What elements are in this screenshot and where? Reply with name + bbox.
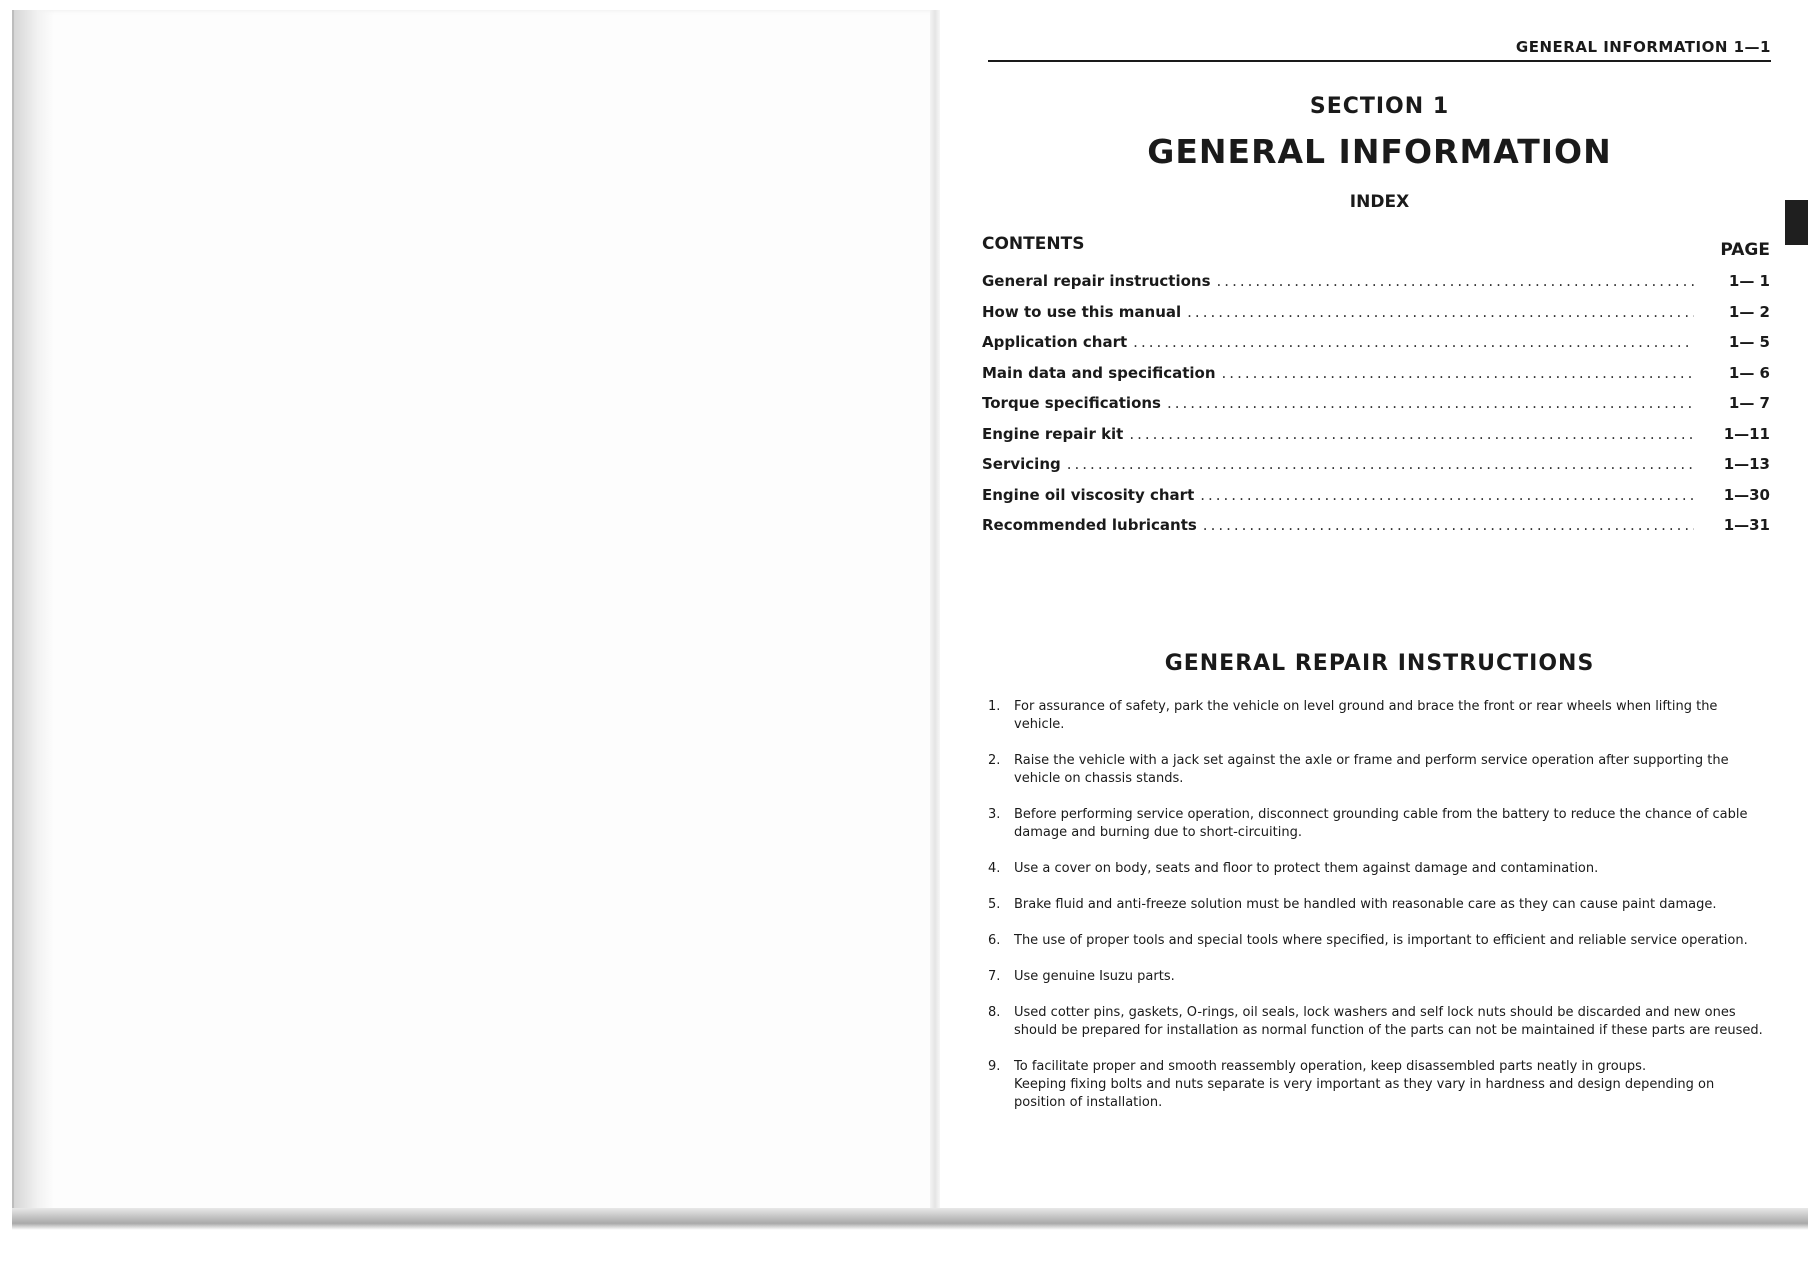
right-page: [940, 10, 1808, 1210]
instruction-item: [988, 752, 1768, 788]
instruction-text: [1014, 860, 1768, 878]
instruction-item: [988, 860, 1768, 878]
instruction-number: 2.: [988, 753, 1001, 768]
dot-leader: [1187, 303, 1694, 321]
section-label: SECTION 1: [1309, 94, 1450, 119]
section-title: GENERAL INFORMATION: [1147, 132, 1612, 171]
dot-leader: [1129, 425, 1694, 443]
toc-entry-page: 1—13: [1723, 455, 1770, 473]
toc-entry-title: Application chart: [982, 333, 1128, 351]
instruction-item: [988, 1058, 1768, 1112]
instruction-item: [988, 968, 1768, 986]
toc-entry[interactable]: [982, 272, 1770, 303]
instruction-paragraph: Brake fluid and anti-freeze solution must be handled with reasonable care as they can cause paint damage.: [1014, 897, 1717, 912]
instruction-number: 5.: [988, 897, 1001, 912]
toc-entry-title: How to use this manual: [982, 302, 1182, 321]
dot-leader: [1203, 516, 1694, 534]
instruction-number: 3.: [988, 807, 1001, 822]
instruction-paragraph: To facilitate proper and smooth reassembly operation, keep disassembled parts neatly in groups.: [1014, 1059, 1647, 1074]
toc-entry-page: 1— 2: [1728, 302, 1770, 321]
toc-entry-title: Engine oil viscosity chart: [982, 485, 1195, 504]
toc-entry-title: Main data and specification: [982, 363, 1216, 382]
section-thumb-tab: [1785, 200, 1808, 245]
toc-entry[interactable]: [982, 455, 1770, 486]
repair-instructions-list: [988, 698, 1768, 1112]
toc-entry[interactable]: [982, 516, 1770, 547]
instruction-paragraph: Use genuine Isuzu parts.: [1014, 969, 1175, 984]
running-head: GENERAL INFORMATION 1—1: [1515, 38, 1771, 56]
instruction-paragraph: Before performing service operation, disconnect grounding cable from the battery to reduce the chance of cable damage and burning due to short-circuiting.: [1014, 807, 1748, 840]
instruction-text: [1014, 932, 1768, 950]
instruction-item: [988, 806, 1768, 842]
instruction-text: [1014, 752, 1768, 788]
instruction-number: 8.: [988, 1005, 1001, 1020]
instruction-text: [1014, 896, 1768, 914]
instruction-paragraph: Raise the vehicle with a jack set against the axle or frame and perform service operation after supporting the vehicle on chassis stands.: [1014, 753, 1729, 786]
dot-leader: [1217, 272, 1694, 290]
dot-leader: [1067, 455, 1694, 473]
dot-leader: [1222, 364, 1694, 382]
toc-entry[interactable]: [982, 333, 1770, 364]
left-page-blank: [12, 10, 939, 1225]
page-curl-shadow: [14, 10, 54, 1225]
toc-entry[interactable]: [982, 364, 1770, 395]
instruction-text: [1014, 968, 1768, 986]
contents-label: CONTENTS: [982, 234, 1085, 254]
instruction-item: [988, 698, 1768, 734]
toc-entry-page: 1—30: [1723, 485, 1770, 504]
instruction-text: [1014, 806, 1768, 842]
toc-entry-page: 1— 6: [1728, 363, 1770, 382]
instruction-paragraph: For assurance of safety, park the vehicle on level ground and brace the front or rear wheels when lifting the vehicle.: [1014, 699, 1718, 732]
toc-entry-page: 1—11: [1723, 424, 1770, 443]
instruction-paragraph: Use a cover on body, seats and floor to protect them against damage and contamination.: [1014, 861, 1599, 876]
instruction-item: [988, 932, 1768, 950]
instruction-paragraph: The use of proper tools and special tools where specified, is important to efficient and reliable service operation.: [1014, 933, 1748, 948]
instruction-item: [988, 1004, 1768, 1040]
instruction-paragraph: Keeping fixing bolts and nuts separate is very important as they vary in hardness and design depending on position of installation.: [1014, 1077, 1715, 1110]
toc-entry-title: Engine repair kit: [982, 424, 1124, 443]
instruction-paragraph: Used cotter pins, gaskets, O-rings, oil seals, lock washers and self lock nuts should be discarded and new ones should be prepared for installation as normal function of the parts can not be maintained if these parts are reused.: [1014, 1005, 1763, 1038]
page-bottom-edge: [12, 1208, 1808, 1230]
instruction-number: 1.: [988, 699, 1001, 714]
instruction-number: 4.: [988, 861, 1001, 876]
toc-entry-page: 1— 1: [1728, 272, 1770, 290]
instruction-number: 6.: [988, 933, 1001, 948]
repair-instructions-heading: GENERAL REPAIR INSTRUCTIONS: [1164, 651, 1595, 676]
instruction-number: 9.: [988, 1059, 1001, 1074]
toc-entry-title: General repair instructions: [982, 272, 1211, 290]
instruction-text: [1014, 1058, 1768, 1112]
table-of-contents: [982, 272, 1770, 547]
dot-leader: [1167, 394, 1694, 412]
toc-entry[interactable]: [982, 425, 1770, 456]
header-rule: [988, 60, 1771, 62]
toc-entry-title: Servicing: [982, 455, 1061, 473]
toc-entry[interactable]: [982, 394, 1770, 425]
toc-entry[interactable]: [982, 486, 1770, 517]
toc-entry-title: Recommended lubricants: [982, 516, 1197, 534]
toc-entry-page: 1—31: [1723, 516, 1770, 534]
dot-leader: [1200, 486, 1694, 504]
toc-entry[interactable]: [982, 303, 1770, 334]
instruction-item: [988, 896, 1768, 914]
index-label: INDEX: [1349, 192, 1410, 212]
instruction-text: [1014, 1004, 1768, 1040]
instruction-number: 7.: [988, 969, 1001, 984]
dot-leader: [1133, 333, 1694, 351]
page-column-label: PAGE: [1720, 240, 1770, 260]
toc-entry-page: 1— 5: [1728, 333, 1770, 351]
instruction-text: [1014, 698, 1768, 734]
center-fold: [930, 10, 940, 1220]
toc-entry-page: 1— 7: [1728, 394, 1770, 412]
toc-entry-title: Torque specifications: [982, 394, 1161, 412]
